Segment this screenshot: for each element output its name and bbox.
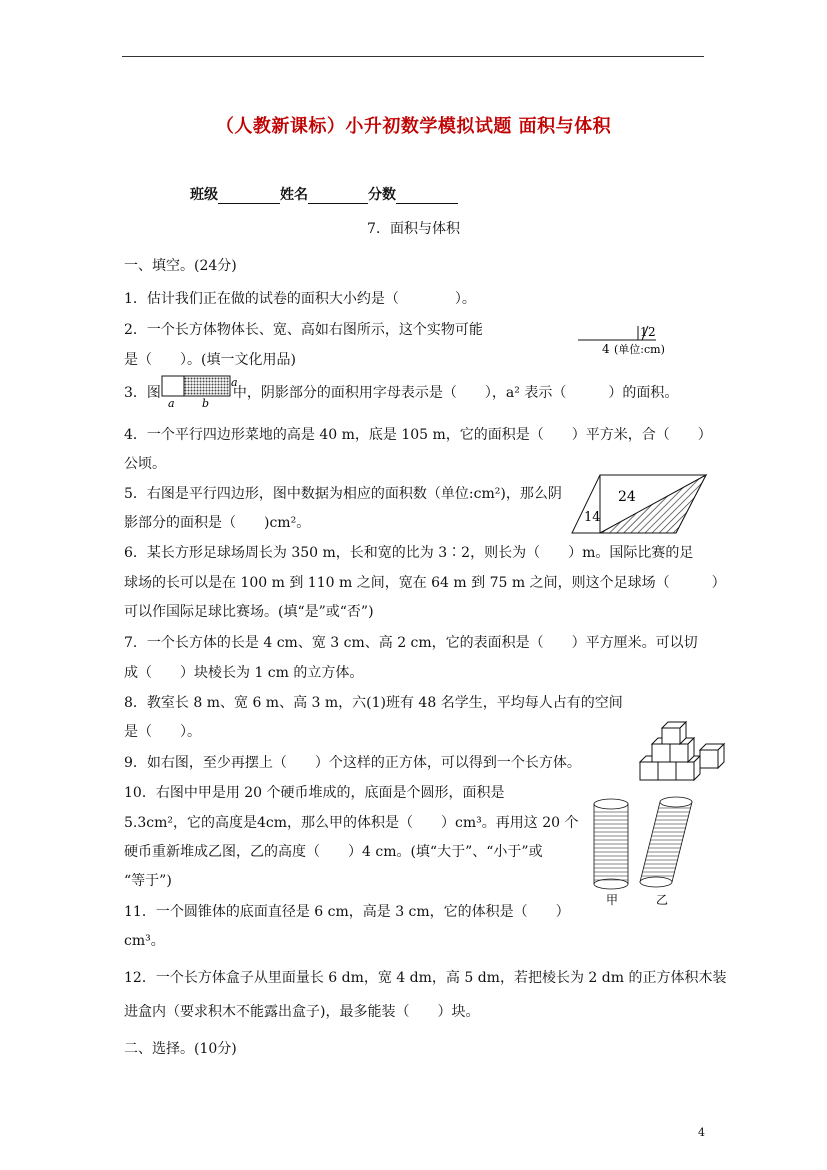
section-title: 7．面积与体积 [367, 221, 460, 237]
box-height-label: 1 [640, 325, 648, 339]
shaded-rectangle-figure [160, 374, 240, 410]
rect-label-b: b [202, 397, 210, 410]
name-blank [308, 189, 368, 204]
question-1: 1．估计我们正在做的试卷的面积大小约是（ ）。 [124, 291, 476, 307]
class-label: 班级 [190, 187, 218, 203]
part2-heading: 二、选择。(10分) [124, 1041, 237, 1057]
question-7-line1: 7．一个长方体的长是 4 cm、宽 3 cm、高 2 cm，它的表面积是（ ）平方厘米。可以切 [124, 635, 698, 651]
question-5-line1: 5．右图是平行四边形，图中数据为相应的面积数（单位:cm²)，那么阴 [124, 486, 562, 502]
rect-label-a: a [168, 397, 175, 410]
question-11-line1: 11．一个圆锥体的底面直径是 6 cm，高是 3 cm，它的体积是（ ） [124, 904, 570, 920]
question-6-line1: 6．某长方形足球场周长为 350 m，长和宽的比为 3∶2，则长为（ ）m。国际比赛的足 [124, 545, 694, 561]
question-6-line3: 可以作国际足球比赛场。(填“是”或“否”) [124, 604, 374, 620]
score-label: 分数 [368, 187, 396, 203]
box-depth-label: 2 [648, 325, 656, 339]
score-blank [396, 189, 458, 204]
question-2-line1: 2．一个长方体物体长、宽、高如右图所示，这个实物可能 [124, 322, 483, 338]
question-8-line1: 8．教室长 8 m、宽 6 m、高 3 m，六(1)班有 48 名学生，平均每人占有的空间 [124, 695, 623, 711]
question-11-line2: cm³。 [124, 933, 165, 949]
question-3-pre: 3．图 [124, 385, 161, 401]
parallelogram-area-24: 24 [618, 489, 636, 505]
question-12-line1: 12．一个长方体盒子从里面量长 6 dm，宽 4 dm，高 5 dm，若把棱长为 2 dm 的正方体积木装 [124, 970, 727, 986]
question-4-line2: 公顷。 [124, 456, 166, 472]
part1-heading: 一、填空。(24分) [124, 258, 237, 274]
stacked-cubes-figure [638, 720, 730, 782]
question-10-line4: “等于”) [124, 873, 172, 889]
question-10-line1: 10．右图中甲是用 20 个硬币堆成的，底面是个圆形，面积是 [124, 785, 505, 801]
rect-label-side: a [231, 376, 238, 389]
question-2-line2: 是（ ）。(填一文化用品) [124, 352, 296, 368]
coin-stacks-figure [590, 796, 710, 908]
coin-label-yi: 乙 [656, 893, 669, 907]
class-blank [218, 189, 280, 204]
page-number: 4 [698, 1126, 705, 1139]
parallelogram-figure [570, 473, 710, 535]
name-label: 姓名 [280, 187, 308, 203]
page-title: （人教新课标）小升初数学模拟试题 面积与体积 [215, 116, 612, 137]
question-3-post: 中，阴影部分的面积用字母表示是（ ），a² 表示（ ）的面积。 [232, 385, 679, 401]
question-9: 9．如右图，至少再摆上（ ）个这样的正方体，可以得到一个长方体。 [124, 755, 581, 771]
box-unit-label: (单位:cm) [614, 343, 665, 356]
question-10-line2: 5.3cm²，它的高度是4cm，那么甲的体积是（ ）cm³。再用这 20 个 [124, 815, 579, 831]
header-rule [122, 56, 704, 57]
question-6-line2: 球场的长可以是在 100 m 到 110 m 之间，宽在 64 m 到 75 m 之间，则这个足球场（ ） [124, 575, 726, 591]
question-12-line2: 进盒内（要求积木不能露出盒子)，最多能装（ ）块。 [124, 1004, 480, 1020]
parallelogram-area-14: 14 [584, 510, 601, 525]
coin-label-jia: 甲 [606, 893, 619, 907]
box-width-label: 4 [602, 342, 610, 356]
question-5-line2: 影部分的面积是（ )cm²。 [124, 515, 311, 531]
student-info [190, 184, 458, 204]
question-10-line3: 硬币重新堆成乙图，乙的高度（ ）4 cm。(填“大于”、“小于”或 [124, 844, 543, 860]
question-4-line1: 4．一个平行四边形菜地的高是 40 m，底是 105 m，它的面积是（ ）平方米，合（ ） [124, 427, 712, 443]
question-8-line2: 是（ ）。 [124, 724, 201, 740]
box-dimension-figure [576, 322, 686, 358]
question-7-line2: 成（ ）块棱长为 1 cm 的立方体。 [124, 665, 364, 681]
